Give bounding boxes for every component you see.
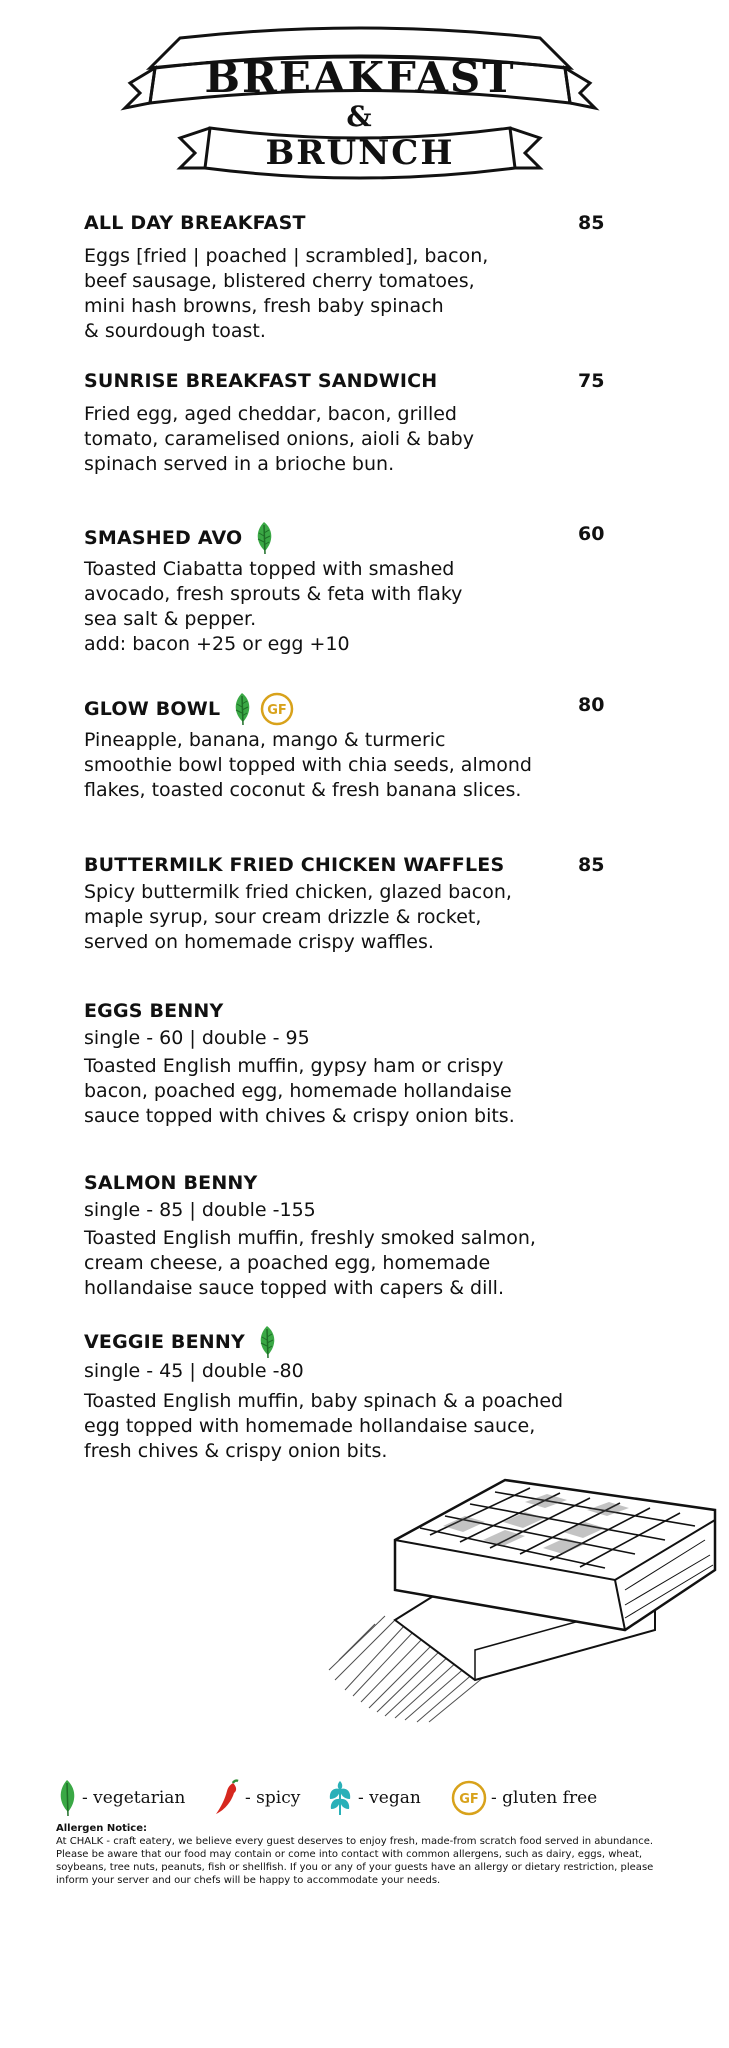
item-title: GLOW BOWL	[84, 698, 221, 720]
vegetarian-icon	[56, 1779, 78, 1817]
item-description: Toasted English muffin, freshly smoked salmon, cream cheese, a poached egg, homemade hollandaise sauce topped with capers & dill.	[84, 1227, 536, 1299]
item-title: EGGS BENNY	[84, 1000, 224, 1022]
banner-graphic	[120, 8, 600, 198]
menu-item-eggs-benny	[84, 998, 624, 1129]
menu-item-smashed-avo	[84, 521, 624, 657]
allergen-heading: Allergen Notice:	[56, 1823, 148, 1834]
item-price: 60	[578, 523, 605, 545]
vegetarian-icon	[231, 692, 253, 726]
item-price-options: single - 45 | double -80	[84, 1360, 304, 1382]
item-title: ALL DAY BREAKFAST	[84, 212, 306, 234]
legend-spicy	[213, 1778, 300, 1818]
gluten-free-icon	[260, 692, 294, 726]
chili-pepper-icon	[213, 1779, 241, 1817]
header-ampersand: &	[346, 100, 374, 133]
allergen-text: At CHALK - craft eatery, we believe every guest deserves to enjoy fresh, made-from scratch food served in abundance. Please be aware that our food may contain or come into contact with common allergens, such as dairy, eggs, wheat, soybeans, tree nuts, peanuts, fish or shellfish. If you or any of your guests have an allergy or dietary restriction, please inform your server and our chefs will be happy to accommodate your needs.	[56, 1836, 654, 1886]
svg-text:GF: GF	[267, 703, 288, 718]
item-badges	[256, 1325, 280, 1359]
legend-gluten-free	[451, 1778, 597, 1818]
legend-spicy-label: - spicy	[245, 1788, 301, 1808]
item-description: Eggs [fried | poached | scrambled], bacon, beef sausage, blistered cherry tomatoes, mini hash browns, fresh baby spinach & sourdough toast.	[84, 245, 489, 342]
menu-item-chicken-waffles	[84, 852, 624, 955]
svg-text:GF: GF	[459, 1792, 479, 1807]
item-description: Toasted Ciabatta topped with smashed avocado, fresh sprouts & feta with flaky sea salt & pepper. add: bacon +25 or egg +10	[84, 558, 463, 655]
allergen-notice	[56, 1822, 656, 1887]
vegetarian-icon	[253, 521, 275, 555]
item-description: Spicy buttermilk fried chicken, glazed bacon, maple syrup, sour cream drizzle & rocket, served on homemade crispy waffles.	[84, 881, 512, 953]
gluten-free-icon	[451, 1780, 487, 1816]
item-price: 80	[578, 694, 605, 716]
item-badges	[231, 692, 296, 726]
item-price: 85	[578, 854, 605, 876]
menu-item-all-day-breakfast	[84, 210, 624, 344]
item-description: Fried egg, aged cheddar, bacon, grilled tomato, caramelised onions, aioli & baby spinach served in a brioche bun.	[84, 403, 474, 475]
item-title: BUTTERMILK FRIED CHICKEN WAFFLES	[84, 854, 505, 876]
header-title-line2: BRUNCH	[265, 133, 455, 173]
item-price: 75	[578, 370, 605, 392]
legend-gluten-free-label: - gluten free	[491, 1788, 598, 1808]
legend-vegetarian	[56, 1778, 185, 1818]
item-description: Toasted English muffin, baby spinach & a poached egg topped with homemade hollandaise sauce, fresh chives & crispy onion bits.	[84, 1390, 564, 1462]
dietary-legend	[56, 1778, 696, 1818]
item-price-options: single - 85 | double -155	[84, 1199, 316, 1221]
item-description: Pineapple, banana, mango & turmeric smoothie bowl topped with chia seeds, almond flakes, toasted coconut & fresh banana slices.	[84, 729, 532, 801]
legend-vegetarian-label: - vegetarian	[82, 1788, 186, 1808]
item-title: VEGGIE BENNY	[84, 1331, 245, 1353]
item-title: SALMON BENNY	[84, 1172, 258, 1194]
item-title: SUNRISE BREAKFAST SANDWICH	[84, 370, 438, 392]
menu-header-banner	[120, 8, 600, 198]
waffle-illustration	[325, 1460, 725, 1730]
menu-item-sunrise-sandwich	[84, 368, 624, 477]
legend-vegan	[326, 1778, 421, 1818]
item-title: SMASHED AVO	[84, 527, 243, 549]
legend-vegan-label: - vegan	[358, 1788, 421, 1808]
header-title-line1: BREAKFAST	[204, 53, 516, 102]
vegetarian-icon	[256, 1325, 278, 1359]
vegan-leaf-icon	[326, 1779, 354, 1817]
item-price: 85	[578, 212, 605, 234]
item-price-options: single - 60 | double - 95	[84, 1027, 310, 1049]
menu-item-salmon-benny	[84, 1170, 624, 1301]
item-badges	[253, 521, 277, 555]
item-description: Toasted English muffin, gypsy ham or crispy bacon, poached egg, homemade hollandaise sauce topped with chives & crispy onion bits.	[84, 1055, 515, 1127]
menu-item-veggie-benny	[84, 1325, 624, 1464]
menu-item-glow-bowl	[84, 692, 624, 803]
